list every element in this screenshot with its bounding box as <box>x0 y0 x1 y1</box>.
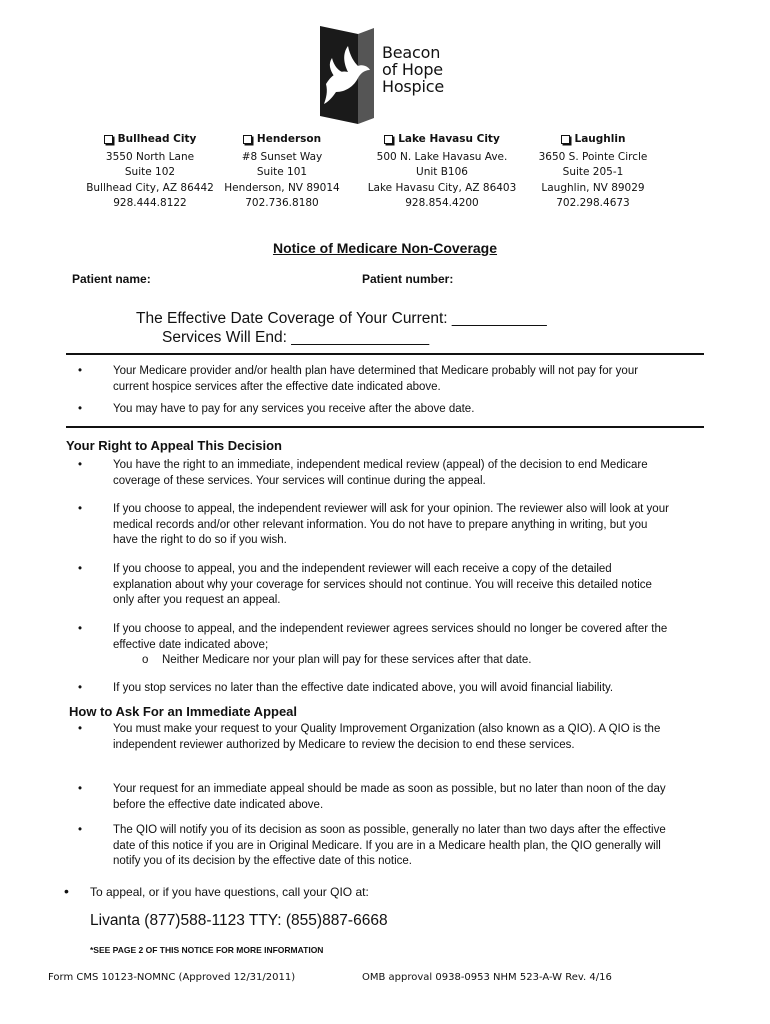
bullet-text: Your request for an immediate appeal should be made as soon as possible, but no later than noon of the day before the effective date indicated above. <box>113 783 666 811</box>
office-name: Henderson <box>256 133 322 145</box>
effective-date-block <box>136 309 547 347</box>
bullet-glyph: • <box>78 623 83 635</box>
footer-omb-approval: OMB approval 0938-0953 NHM 523-A-W Rev. 4/16 <box>362 972 612 983</box>
office-name: Bullhead City <box>117 133 197 145</box>
logo-wordmark <box>382 44 444 95</box>
bullet-text: If you choose to appeal, and the independent reviewer agrees services should no longer be covered after the effective date indicated above; <box>113 623 668 651</box>
logo-line-3: Hospice <box>382 77 444 96</box>
bullet-text-with-sub <box>113 622 673 669</box>
bullet-text: If you choose to appeal, you and the independent reviewer will each receive a copy of the detailed explanation about why your coverage for services should not continue. You will receive this detailed notice only after you request an appeal. <box>113 563 652 606</box>
office-address-line: Suite 102 <box>124 166 176 179</box>
office-address-line: Suite 101 <box>256 166 308 179</box>
office-phone: 928.444.8122 <box>113 197 187 210</box>
footer-form-id: Form CMS 10123-NOMNC (Approved 12/31/2011) <box>48 972 296 983</box>
bullet-glyph: • <box>78 682 83 694</box>
office-address-line: 3550 North Lane <box>105 150 195 163</box>
office-phone: 702.298.4673 <box>556 197 630 210</box>
bullet-glyph: • <box>78 503 83 515</box>
bullet-text: You may have to pay for any services you receive after the above date. <box>113 403 475 415</box>
how-to-appeal-heading: How to Ask For an Immediate Appeal <box>69 704 298 719</box>
divider <box>66 353 704 355</box>
office-bullhead-city <box>70 132 230 212</box>
bullet-glyph: • <box>78 403 83 415</box>
office-address-line: 500 N. Lake Havasu Ave. <box>376 150 508 163</box>
bullet-text: Your Medicare provider and/or health plan have determined that Medicare probably will not pay for your current hospice services after the effective date indicated above. <box>113 365 639 393</box>
divider <box>66 426 704 428</box>
bullet-text: You have the right to an immediate, independent medical review (appeal) of the decision to end Medicare coverage of these services. Your services will continue during the appeal. <box>113 459 648 487</box>
bullet-text: If you choose to appeal, the independent reviewer will ask for your opinion. The reviewer also will look at your medical records and/or other relevant information. You do not have to prepare anything in writing, but you have the right to do so if you wish. <box>113 503 669 546</box>
office-checkbox[interactable] <box>243 135 252 144</box>
bullet-text: The QIO will notify you of its decision as soon as possible, generally no later than two days after the effective date of this notice if you are in Original Medicare. If you are in a Medicare health plan, the QIO generally will notify you of its decision by the effective date of this notice. <box>113 824 666 867</box>
office-laughlin <box>528 132 658 212</box>
bullet-glyph: • <box>78 783 83 795</box>
office-address-line: Henderson, NV 89014 <box>224 181 340 194</box>
office-address-line: Lake Havasu City, AZ 86403 <box>367 181 517 194</box>
office-address-line: 3650 S. Pointe Circle <box>538 150 648 163</box>
logo-line-2: of Hope <box>382 60 443 79</box>
office-checkbox[interactable] <box>384 135 393 144</box>
contact-text: To appeal, or if you have questions, call your QIO at: <box>90 885 369 899</box>
bullet-text: You must make your request to your Quality Improvement Organization (also known as a QIO). A QIO is the independent reviewer authorized by Medicare to review the decision to end these services. <box>113 723 661 751</box>
office-checkbox[interactable] <box>104 135 113 144</box>
office-name: Laughlin <box>574 133 626 145</box>
office-name: Lake Havasu City <box>398 133 500 145</box>
bullet-glyph: • <box>78 563 83 575</box>
patient-number-label: Patient number: <box>362 272 454 286</box>
hospice-logo <box>314 24 454 132</box>
office-phone: 928.854.4200 <box>405 197 479 210</box>
effective-date-line: The Effective Date Coverage of Your Current: ___________ <box>136 310 547 327</box>
bullet-glyph: • <box>78 459 83 471</box>
sub-list-item <box>142 653 673 669</box>
page-title: Notice of Medicare Non-Coverage <box>272 240 498 256</box>
office-address-line: #8 Sunset Way <box>241 150 323 163</box>
office-henderson <box>212 132 352 212</box>
office-phone: 702.736.8180 <box>245 197 319 210</box>
sub-bullet-glyph: o <box>142 654 149 666</box>
office-lake-havasu-city <box>362 132 522 212</box>
sub-bullet-text: Neither Medicare nor your plan will pay for these services after that date. <box>162 654 532 666</box>
services-end-line: Services Will End: ________________ <box>162 329 430 346</box>
see-page-note: *SEE PAGE 2 OF THIS NOTICE FOR MORE INFORMATION <box>90 945 324 955</box>
logo-line-1: Beacon <box>382 43 441 62</box>
office-address-line: Suite 205-1 <box>562 166 624 179</box>
bullet-glyph: • <box>78 723 83 735</box>
office-address-line: Unit B106 <box>416 166 468 179</box>
bullet-glyph: • <box>64 883 69 899</box>
dove-logo-icon <box>314 24 382 130</box>
bullet-text: If you stop services no later than the effective date indicated above, you will avoid financial liability. <box>113 682 614 694</box>
patient-name-label: Patient name: <box>72 272 151 286</box>
office-checkbox[interactable] <box>561 135 570 144</box>
bullet-glyph: • <box>78 824 83 836</box>
office-locations <box>0 132 770 214</box>
appeal-heading: Your Right to Appeal This Decision <box>66 438 282 453</box>
office-address-line: Bullhead City, AZ 86442 <box>86 181 214 194</box>
office-address-line: Laughlin, NV 89029 <box>541 181 645 194</box>
qio-phone-line: Livanta (877)588-1123 TTY: (855)887-6668 <box>90 912 388 929</box>
bullet-glyph: • <box>78 365 83 377</box>
